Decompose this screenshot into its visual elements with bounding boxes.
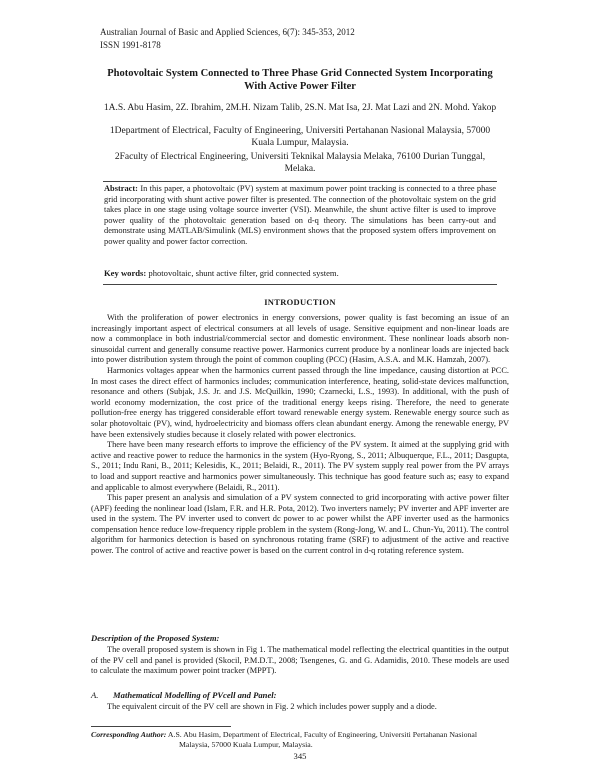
description-paragraph: The overall proposed system is shown in Fig 1. The mathematical model reflecting the electrical quantities in the output of the PV cell and panel is provided (Skocil, P.M.D.T., 2008; Tsengenes, G. and G. Adamidis, 2010. These models are used to calculate the maximum power point tracker (MPPT).: [91, 645, 509, 676]
paper-title-line-1: Photovoltaic System Connected to Three Phase Grid Connected System Incorporating: [107, 68, 493, 79]
page-number: 345: [293, 751, 307, 761]
section-heading-introduction: INTRODUCTION: [264, 297, 336, 307]
description-body: [91, 645, 509, 677]
subsection-title: Mathematical Modelling of PVcell and Panel:: [113, 690, 277, 700]
journal-issn: ISSN 1991-8178: [100, 40, 161, 50]
introduction-body: [91, 313, 509, 557]
journal-header: [100, 26, 355, 52]
intro-paragraph: This paper present an analysis and simulation of a PV system connected to grid incorporating with active power filter (APF) feeding the nonlinear load (Islam, F.R. and H.R. Pota, 2012). Two inverters namely; PV inverter and APF inverter are used in the system. The PV inverter used to convert dc power to ac power whilst the APF inverter used as the harmonics compensation hence reduce low-frequency ripple problem in the system (Rong-Jong, W. and L. Chun-Yu, 2011). The control algorithm for harmonics detection is based on synchronous rotating frame (SRF) to adjustment of the active and reactive power. The control of active and reactive power is based on the current control in d-q rotating reference system.: [91, 493, 509, 556]
abstract-text: In this paper, a photovoltaic (PV) system at maximum power point tracking is connected to a three phase grid incorporating with shunt active power filter is presented. The connection of the photovoltaic system on the grid takes place in one stage using voltage source inverter (VSI). Meanwhile, the shunt active filter is used to improve power quality of the photovoltaic generation based on d-q theory. The simulations has been carry-out and demonstrate using MATLAB/Simulink (MLS) environment shows that the proposed system offers improvement on power quality and power factor correction.: [104, 184, 497, 246]
footnote-line-2: Malaysia, 57000 Kuala Lumpur, Malaysia.: [179, 740, 313, 749]
footnote-line-1: A.S. Abu Hasim, Department of Electrical, Faculty of Engineering, Universiti Pertahanan Nasional: [167, 730, 478, 739]
abstract-label: Abstract:: [104, 184, 138, 193]
affiliation-2: 2Faculty of Electrical Engineering, Universiti Teknikal Malaysia Melaka, 76100 Durian Tunggal, Melaka.: [114, 152, 486, 174]
intro-paragraph: There have been many research efforts to improve the efficiency of the PV system. It aimed at the supplying grid with active and reactive power to reduce the harmonics in the system (Hyo-Ryong, S., 2011; Albuquerque, F.L., 2011; Dasgupta, S., 2011; Indu Rani, B., 2011; Kelesidis, K., 2011; Belaidi, R., 2011). The PV system supply real power from the PV arrays to load and support reactive and harmonics power simultaneously. This technique has good feature such as; easy to expand and applicable to almost everywhere (Belaidi, R., 2011).: [91, 440, 509, 492]
paper-title-line-2: With Active Power Filter: [244, 81, 356, 92]
paper-title: [90, 67, 510, 93]
abstract: [104, 184, 496, 248]
subsection-heading: [91, 690, 277, 700]
intro-paragraph: Harmonics voltages appear when the harmonics current passed through the line impedance, causing distortion at PCC. In most cases the direct effect of harmonics includes; communication interference, heating, solid-state devices malfunction, resonance and others (Subjak, J.S. Jr. and J.S. McQuilkin, 1990; Czarnecki, L.S., 1993). In additional, with the push of world economy modernization, the cost price of the traditional energy keeps rising. Therefore, the need to generate pollution-free energy has triggered considerable effort toward renewable energy system. Renewable energy source such as solar photovoltaic (PV), wind, hydroelectricity and biomass offers clean abundant energy. Among the renewable energy, PV have been extensively studies because it closely related with power electronics.: [91, 365, 509, 439]
section-heading-description: Description of the Proposed System:: [91, 633, 220, 643]
subsection-number: A.: [91, 690, 99, 700]
subsection-text: The equivalent circuit of the PV cell are shown in Fig. 2 which includes power supply and a diode.: [107, 702, 437, 711]
corresponding-author-footnote: [91, 730, 509, 750]
intro-paragraph: With the proliferation of power electronics in energy conversions, power quality is fast becoming an issue of an increasingly important aspect of electrical consumers at all levels of usage. Sensitive equipment and non-linear loads are now a commonplace in both industrial/commercial sector and domestic environment. These nonlinear loads absorb non-sinusoidal current and generally consume reactive power. Harmonics current produce by a nonlinear loads are injected back into power distribution system through the point of common coupling (PCC) (Hasim, A.S.A. and M.K. Hamzah, 2007).: [91, 313, 509, 365]
footnote-label: Corresponding Author:: [91, 730, 167, 739]
affiliation-1: 1Department of Electrical, Faculty of Engineering, Universiti Pertahanan Nasional Malaysia, 57000 Kuala Lumpur, Malaysia.: [109, 126, 491, 148]
journal-citation: Australian Journal of Basic and Applied Sciences, 6(7): 345-353, 2012: [100, 27, 355, 37]
keywords: [104, 268, 496, 278]
keywords-text: photovoltaic, shunt active filter, grid connected system.: [148, 268, 339, 278]
footnote-divider: [91, 726, 231, 727]
author-list: 1A.S. Abu Hasim, 2Z. Ibrahim, 2M.H. Nizam Talib, 2S.N. Mat Isa, 2J. Mat Lazi and 2N. Mohd. Yakop: [103, 103, 497, 113]
keywords-label: Key words:: [104, 268, 147, 278]
